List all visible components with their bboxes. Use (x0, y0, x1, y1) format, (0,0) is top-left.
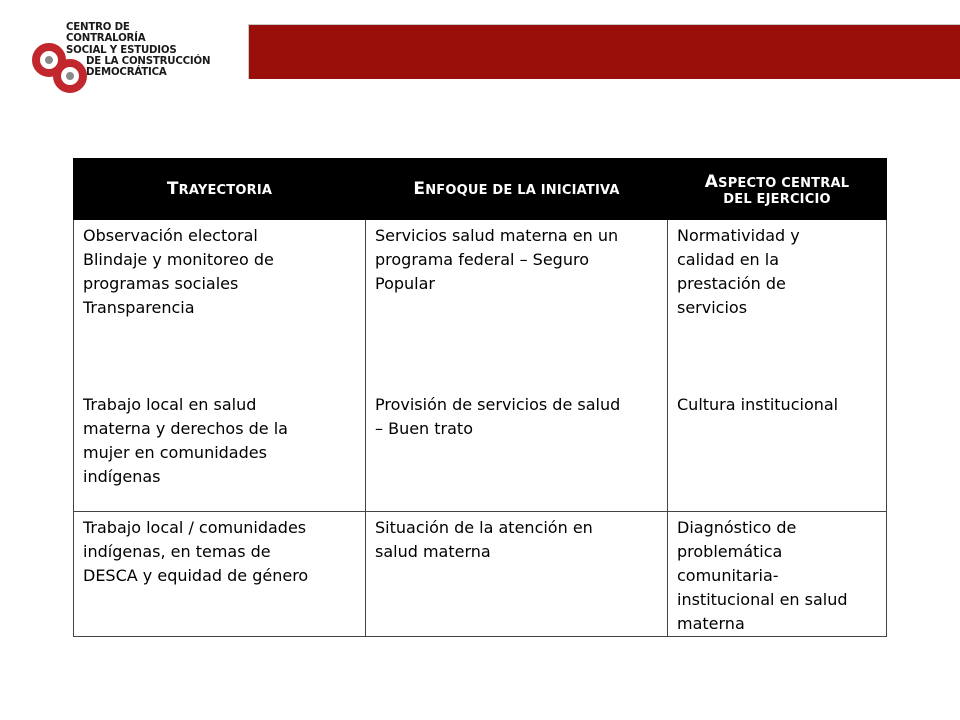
header-rest: RAYECTORIA (178, 183, 273, 198)
header-enfoque (366, 159, 668, 220)
header-initial: A (704, 171, 719, 192)
cell-line: salud materna (375, 542, 491, 561)
logo-line: SOCIAL Y ESTUDIOS (66, 44, 177, 56)
cell-line: Trabajo local / comunidades (83, 518, 307, 537)
cell-trayectoria (74, 512, 366, 637)
logo-line: DEMOCRÁTICA (86, 67, 167, 79)
cell-line: Popular (375, 274, 435, 293)
cell-line: calidad en la (677, 250, 780, 269)
cell-line: indígenas, en temas de (83, 542, 271, 561)
cell-trayectoria (74, 220, 366, 512)
header-trayectoria (74, 159, 366, 220)
logo-text (66, 22, 226, 78)
cell-line: DESCA y equidad de género (83, 566, 309, 585)
cell-line: Transparencia (83, 298, 195, 317)
logo-line: CENTRO DE (66, 22, 130, 33)
header-initial: T (166, 179, 179, 199)
header-line2: DEL EJERCICIO (723, 191, 831, 207)
table-row (74, 220, 887, 512)
header-initial: E (413, 179, 426, 199)
cell-line: programa federal – Seguro (375, 250, 589, 269)
cell-line: Situación de la atención en (375, 518, 593, 537)
cell-line: prestación de (677, 274, 786, 293)
logo-line: DE LA CONSTRUCCIÓN (86, 55, 211, 67)
cell-enfoque (366, 512, 668, 637)
logo (30, 18, 226, 98)
header-aspecto (668, 159, 887, 220)
cell-line: comunitaria- (677, 566, 779, 585)
logo-line: CONTRALORÍA (66, 33, 146, 45)
header-rest: NFOQUE DE LA INICIATIVA (425, 183, 620, 198)
cell-line: Normatividad y (677, 226, 800, 245)
cell-line: Diagnóstico de (677, 518, 797, 537)
table-row (74, 512, 887, 637)
cell-line: Provisión de servicios de salud (375, 395, 621, 414)
cell-line: servicios (677, 298, 748, 317)
cell-aspecto (668, 512, 887, 637)
cell-aspecto (668, 220, 887, 512)
cell-line: institucional en salud (677, 590, 848, 609)
header-rest: SPECTO CENTRAL (718, 175, 850, 191)
cell-line: Observación electoral (83, 226, 258, 245)
cell-enfoque (366, 220, 668, 512)
cell-line: Trabajo local en salud (83, 395, 257, 414)
cell-line: materna y derechos de la (83, 419, 288, 438)
cell-line: – Buen trato (375, 419, 473, 438)
table-header-row (74, 159, 887, 220)
cell-line: Servicios salud materna en un (375, 226, 619, 245)
cell-line: mujer en comunidades (83, 443, 267, 462)
cell-line: indígenas (83, 467, 161, 486)
comparison-table (73, 158, 887, 637)
cell-line: Blindaje y monitoreo de (83, 250, 274, 269)
cell-line: materna (677, 614, 745, 633)
cell-line: problemática (677, 542, 783, 561)
cell-line: Cultura institucional (677, 395, 839, 414)
cell-line: programas sociales (83, 274, 239, 293)
header-banner (248, 24, 960, 79)
